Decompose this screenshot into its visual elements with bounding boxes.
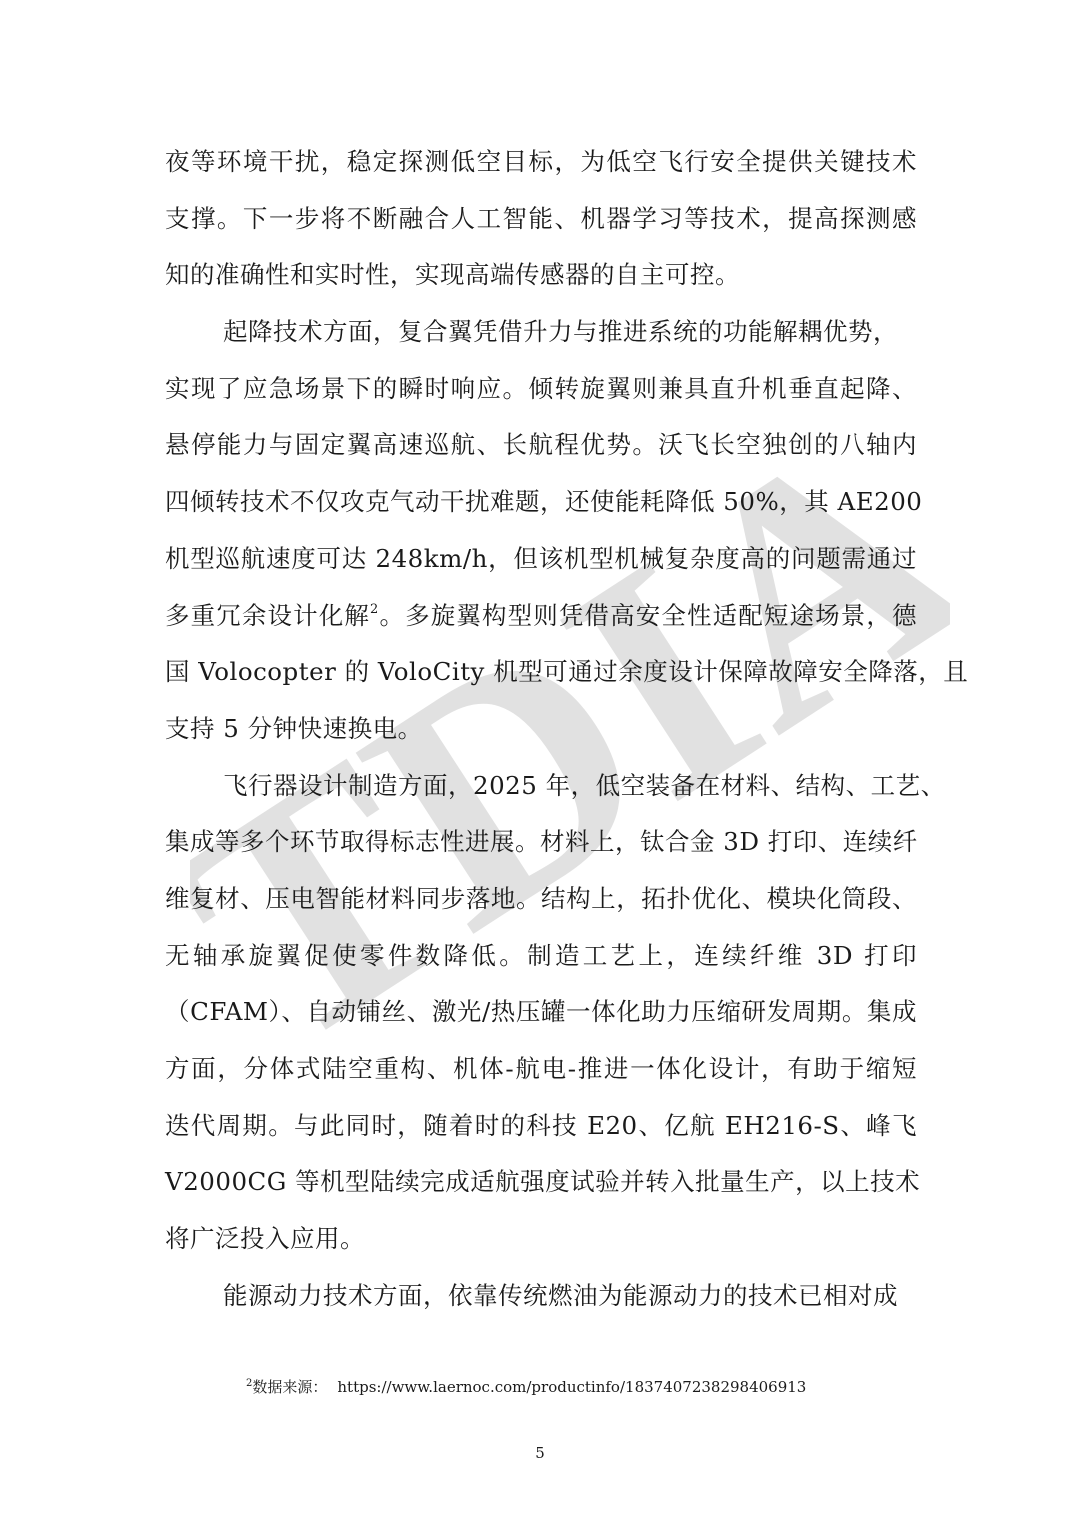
text-line: 机型巡航速度可达 248km/h，但该机型机械复杂度高的问题需通过: [165, 543, 917, 573]
paragraph-4: [165, 1268, 917, 1325]
footnote-mark: 2: [246, 1378, 253, 1389]
body-text: [165, 134, 969, 1324]
footnote-reference: 2: [370, 601, 379, 617]
text-line: 能源动力技术方面，依靠传统燃油为能源动力的技术已相对成: [223, 1280, 898, 1310]
text-line: 方面，分体式陆空重构、机体-航电-推进一体化设计，有助于缩短: [165, 1054, 917, 1083]
text-line: 维复材、压电智能材料同步落地。结构上，拓扑优化、模块化筒段、: [165, 883, 917, 913]
footnote: [246, 1376, 806, 1397]
text-segment: 。多旋翼构型则凭借高安全性适配短途场景，德: [378, 600, 918, 630]
text-line-with-footnote: [165, 588, 917, 645]
text-line: 起降技术方面，复合翼凭借升力与推进系统的功能解耦优势，: [223, 317, 898, 347]
text-line: 四倾转技术不仅攻克气动干扰难题，还使能耗降低 50%，其 AE200: [165, 487, 923, 517]
text-line: V2000CG 等机型陆续完成适航强度试验并转入批量生产，以上技术: [165, 1167, 921, 1197]
paragraph-2: [165, 304, 969, 758]
text-line: 无轴承旋翼促使零件数降低。制造工艺上，连续纤维 3D 打印: [165, 940, 917, 970]
text-line: 夜等环境干扰，稳定探测低空目标，为低空飞行安全提供关键技术: [165, 147, 917, 176]
footnote-label: 数据来源：: [252, 1378, 328, 1396]
text-line: （CFAM）、自动铺丝、激光/热压罐一体化助力压缩研发周期。集成: [165, 997, 917, 1027]
text-line: 国 Volocopter 的 VoloCity 机型可通过余度设计保障故障安全降落，且: [165, 657, 969, 687]
footnote-url[interactable]: https://www.laernoc.com/productinfo/1837407238298406913: [337, 1378, 807, 1396]
page-number: 5: [535, 1444, 545, 1462]
text-line: 悬停能力与固定翼高速巡航、长航程优势。沃飞长空独创的八轴内: [165, 430, 917, 460]
text-line: 将广泛投入应用。: [165, 1224, 365, 1254]
text-line: 迭代周期。与此同时，随着时的科技 E20、亿航 EH216-S、峰飞: [165, 1110, 917, 1140]
watermark-text: TDIA: [190, 420, 950, 1040]
text-line: 知的准确性和实时性，实现高端传感器的自主可控。: [165, 260, 740, 290]
paragraph-1: [165, 134, 917, 304]
text-line: 飞行器设计制造方面，2025 年，低空装备在材料、结构、工艺、: [223, 770, 946, 800]
text-segment: 多重冗余设计化解: [165, 600, 371, 630]
text-line: 支撑。下一步将不断融合人工智能、机器学习等技术，提高探测感: [165, 203, 917, 233]
text-line: 集成等多个环节取得标志性进展。材料上，钛合金 3D 打印、连续纤: [165, 827, 918, 857]
paragraph-3: [165, 758, 946, 1268]
text-line: 实现了应急场景下的瞬时响应。倾转旋翼则兼具直升机垂直起降、: [165, 373, 917, 403]
text-line: 支持 5 分钟快速换电。: [165, 713, 423, 743]
